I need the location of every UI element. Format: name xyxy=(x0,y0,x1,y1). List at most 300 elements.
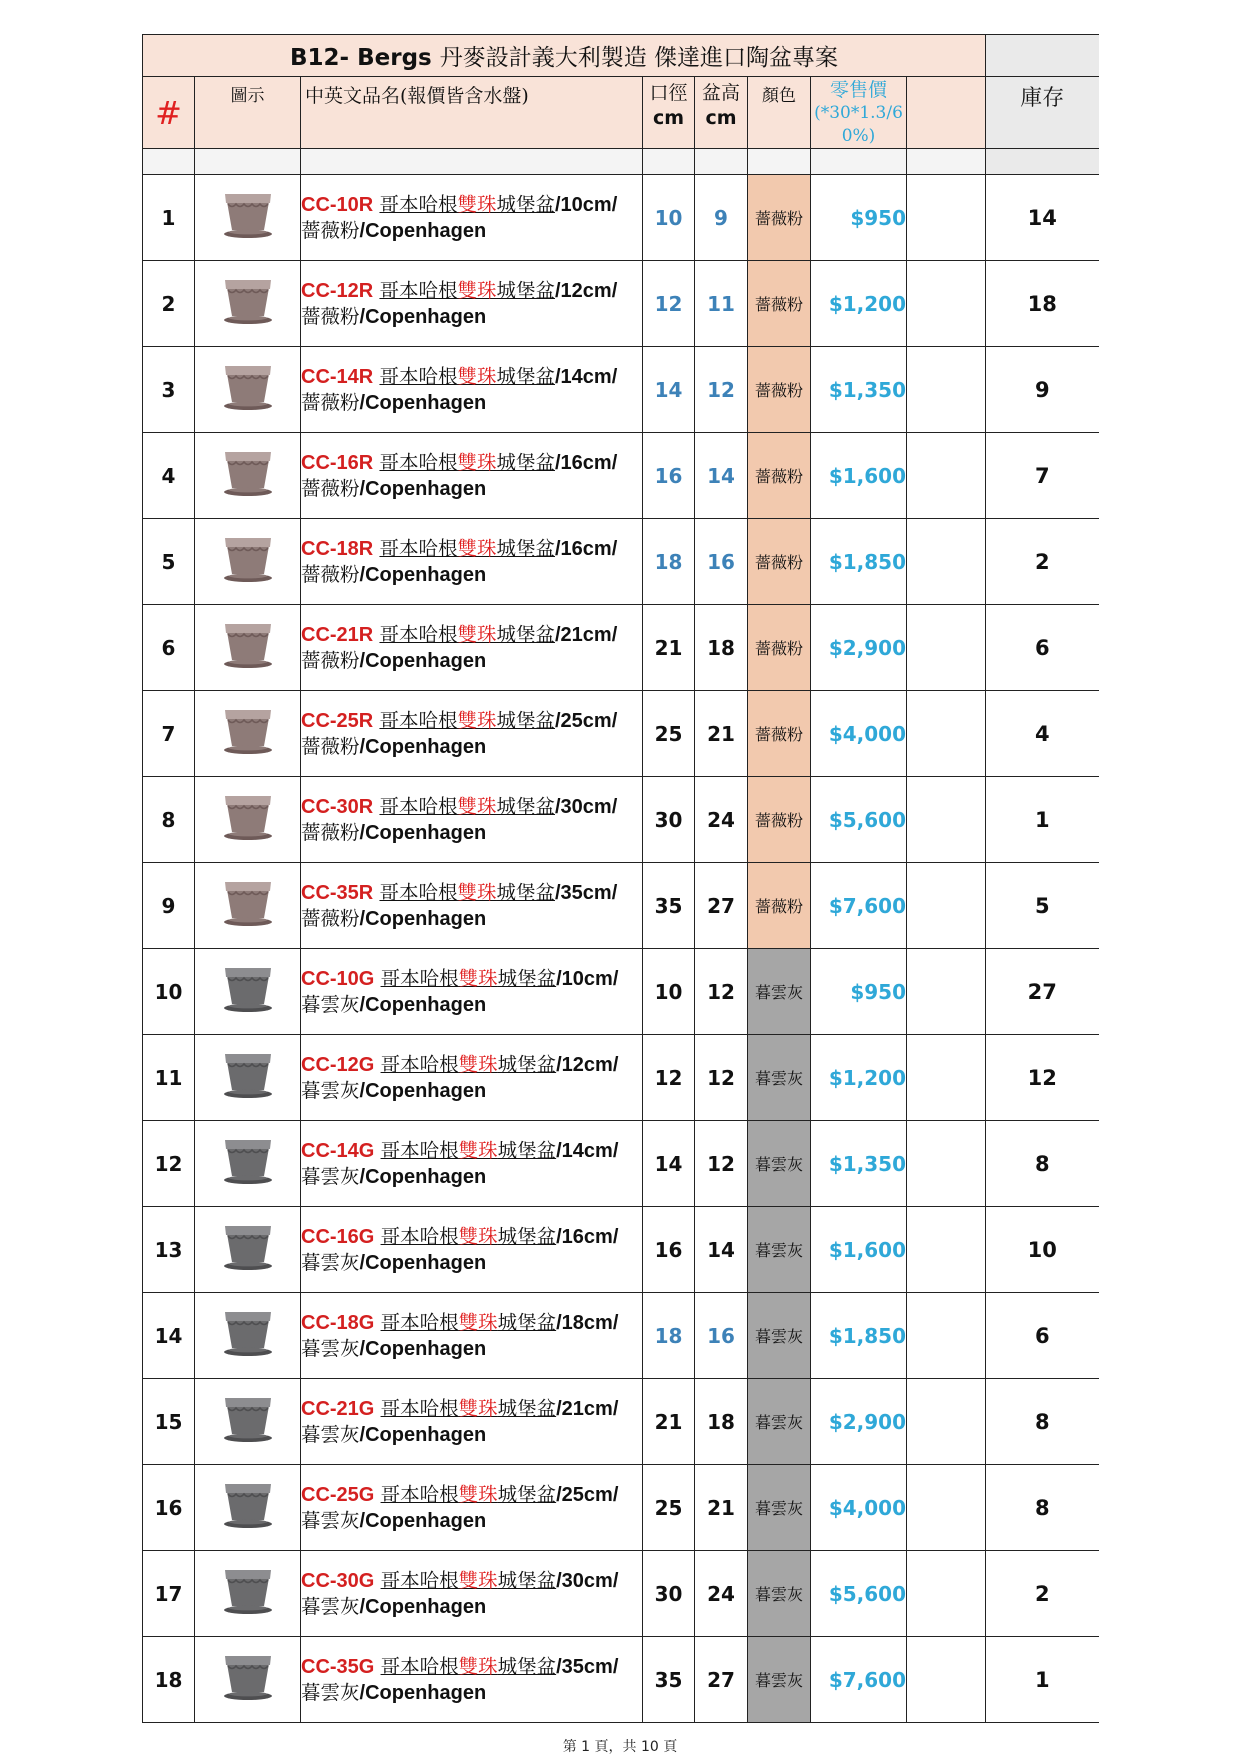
price-cell: $5,600 xyxy=(811,1551,907,1637)
diameter-cell: 16 xyxy=(643,1207,695,1293)
blank-cell xyxy=(907,1035,986,1121)
pot-icon xyxy=(220,276,276,332)
product-name xyxy=(301,1379,643,1465)
height-cell: 14 xyxy=(695,1207,748,1293)
product-color-name: 暮雲灰 xyxy=(301,1680,360,1704)
color-cell: 薔薇粉 xyxy=(748,433,811,519)
product-size: /18cm/ xyxy=(556,1311,619,1334)
product-name xyxy=(301,433,643,519)
product-name xyxy=(301,519,643,605)
color-cell: 暮雲灰 xyxy=(748,1465,811,1551)
stock-cell: 10 xyxy=(986,1207,1099,1293)
product-name-b: 城堡盆 xyxy=(496,708,555,732)
product-code: CC-10G xyxy=(301,967,375,990)
blank-cell xyxy=(907,691,986,777)
pot-icon xyxy=(220,1136,276,1192)
product-name-highlight: 雙珠 xyxy=(457,192,497,216)
row-number: 10 xyxy=(143,949,195,1035)
product-color-name: 暮雲灰 xyxy=(301,1078,360,1102)
product-name-b: 城堡盆 xyxy=(497,1052,557,1076)
stock-cell: 6 xyxy=(986,605,1099,691)
product-color-name: 薔薇粉 xyxy=(301,390,360,414)
table-row xyxy=(143,1637,1099,1723)
price-cell: $7,600 xyxy=(811,863,907,949)
product-image xyxy=(195,691,301,777)
height-cell: 9 xyxy=(695,175,748,261)
table-row xyxy=(143,949,1099,1035)
product-code: CC-35G xyxy=(301,1655,375,1678)
product-size: /25cm/ xyxy=(555,709,618,732)
header-row xyxy=(143,77,1099,149)
product-image xyxy=(195,433,301,519)
product-name xyxy=(301,1121,643,1207)
product-code: CC-18R xyxy=(301,537,374,560)
color-cell: 薔薇粉 xyxy=(748,777,811,863)
header-num: # xyxy=(143,77,195,149)
product-name-a: 哥本哈根 xyxy=(380,1654,459,1678)
price-cell: $1,850 xyxy=(811,1293,907,1379)
product-name-a: 哥本哈根 xyxy=(379,536,458,560)
product-code: CC-35R xyxy=(301,881,374,904)
color-cell: 薔薇粉 xyxy=(748,863,811,949)
price-cell: $2,900 xyxy=(811,605,907,691)
product-image xyxy=(195,175,301,261)
header-name: 中英文品名(報價皆含水盤) xyxy=(301,77,643,149)
color-cell: 薔薇粉 xyxy=(748,261,811,347)
product-name xyxy=(301,1465,643,1551)
spacer-cell xyxy=(643,149,695,175)
product-image xyxy=(195,347,301,433)
spacer-cell xyxy=(811,149,907,175)
table-row xyxy=(143,1035,1099,1121)
product-code: CC-30R xyxy=(301,795,374,818)
stock-cell: 12 xyxy=(986,1035,1099,1121)
row-number: 6 xyxy=(143,605,195,691)
product-size: /10cm/ xyxy=(556,967,619,990)
table-row xyxy=(143,1121,1099,1207)
pot-icon xyxy=(220,190,276,246)
row-number: 9 xyxy=(143,863,195,949)
diameter-cell: 25 xyxy=(643,1465,695,1551)
pot-icon xyxy=(220,1394,276,1450)
color-cell: 暮雲灰 xyxy=(748,1293,811,1379)
table-row xyxy=(143,605,1099,691)
product-name xyxy=(301,691,643,777)
title-code: B12- Bergs xyxy=(290,45,432,71)
product-name-a: 哥本哈根 xyxy=(380,1138,459,1162)
product-code: CC-18G xyxy=(301,1311,375,1334)
color-cell: 暮雲灰 xyxy=(748,1551,811,1637)
price-cell: $1,600 xyxy=(811,1207,907,1293)
product-size: /16cm/ xyxy=(555,451,618,474)
pot-icon xyxy=(220,792,276,848)
product-image xyxy=(195,1293,301,1379)
stock-cell: 8 xyxy=(986,1121,1099,1207)
price-cell: $1,350 xyxy=(811,347,907,433)
price-cell: $1,200 xyxy=(811,261,907,347)
diameter-cell: 35 xyxy=(643,863,695,949)
product-name-b: 城堡盆 xyxy=(497,1396,557,1420)
product-name-highlight: 雙珠 xyxy=(458,1396,498,1420)
product-color-name: 薔薇粉 xyxy=(301,734,360,758)
table-row xyxy=(143,863,1099,949)
diameter-cell: 14 xyxy=(643,347,695,433)
product-color-name: 薔薇粉 xyxy=(301,648,360,672)
product-color-name: 暮雲灰 xyxy=(301,992,360,1016)
product-name xyxy=(301,1035,643,1121)
product-name xyxy=(301,175,643,261)
row-number: 16 xyxy=(143,1465,195,1551)
pot-icon xyxy=(220,878,276,934)
product-image xyxy=(195,1551,301,1637)
product-color-name: 暮雲灰 xyxy=(301,1250,360,1274)
product-size: /16cm/ xyxy=(556,1225,619,1248)
product-name-b: 城堡盆 xyxy=(496,536,555,560)
height-cell: 12 xyxy=(695,949,748,1035)
height-cell: 21 xyxy=(695,1465,748,1551)
product-name-highlight: 雙珠 xyxy=(457,278,497,302)
product-city: /Copenhagen xyxy=(359,1681,487,1704)
blank-cell xyxy=(907,1207,986,1293)
color-cell: 薔薇粉 xyxy=(748,691,811,777)
color-cell: 暮雲灰 xyxy=(748,1379,811,1465)
blank-cell xyxy=(907,1293,986,1379)
diameter-cell: 10 xyxy=(643,949,695,1035)
price-cell: $1,200 xyxy=(811,1035,907,1121)
diameter-cell: 21 xyxy=(643,605,695,691)
product-name-b: 城堡盆 xyxy=(496,278,555,302)
diameter-cell: 14 xyxy=(643,1121,695,1207)
height-cell: 24 xyxy=(695,777,748,863)
blank-cell xyxy=(907,863,986,949)
stock-cell: 7 xyxy=(986,433,1099,519)
product-name-a: 哥本哈根 xyxy=(380,966,459,990)
diameter-cell: 18 xyxy=(643,519,695,605)
blank-cell xyxy=(907,1121,986,1207)
header-diameter-unit: cm xyxy=(652,107,685,129)
table-row xyxy=(143,1379,1099,1465)
price-cell: $5,600 xyxy=(811,777,907,863)
pot-icon xyxy=(220,1566,276,1622)
stock-cell: 8 xyxy=(986,1465,1099,1551)
pot-icon xyxy=(220,1308,276,1364)
title-text: 丹麥設計義大利製造 傑達進口陶盆專案 xyxy=(439,45,839,71)
stock-cell: 1 xyxy=(986,1637,1099,1723)
product-name-b: 城堡盆 xyxy=(497,966,557,990)
height-cell: 14 xyxy=(695,433,748,519)
product-name-b: 城堡盆 xyxy=(497,1654,557,1678)
product-name xyxy=(301,1637,643,1723)
color-cell: 薔薇粉 xyxy=(748,347,811,433)
header-stock: 庫存 xyxy=(986,77,1099,149)
product-name-highlight: 雙珠 xyxy=(457,536,497,560)
product-name-highlight: 雙珠 xyxy=(458,1224,498,1248)
header-image: 圖示 xyxy=(195,77,301,149)
spacer-cell xyxy=(195,149,301,175)
stock-cell: 1 xyxy=(986,777,1099,863)
product-city: /Copenhagen xyxy=(359,219,487,242)
table-row xyxy=(143,1293,1099,1379)
height-cell: 12 xyxy=(695,1121,748,1207)
product-city: /Copenhagen xyxy=(359,477,487,500)
price-cell: $1,850 xyxy=(811,519,907,605)
header-price-formula-1: (*30*1.3/6 xyxy=(814,103,903,123)
diameter-cell: 30 xyxy=(643,777,695,863)
product-size: /21cm/ xyxy=(556,1397,619,1420)
product-city: /Copenhagen xyxy=(359,1423,487,1446)
spacer-cell xyxy=(301,149,643,175)
header-price-formula-2: 0%) xyxy=(841,126,876,146)
row-number: 2 xyxy=(143,261,195,347)
blank-cell xyxy=(907,1465,986,1551)
pot-icon xyxy=(220,1050,276,1106)
product-city: /Copenhagen xyxy=(359,735,487,758)
product-name-highlight: 雙珠 xyxy=(457,622,497,646)
row-number: 11 xyxy=(143,1035,195,1121)
blank-cell xyxy=(907,433,986,519)
product-sheet xyxy=(142,34,1099,1723)
product-code: CC-16R xyxy=(301,451,374,474)
blank-cell xyxy=(907,347,986,433)
product-name-b: 城堡盆 xyxy=(497,1482,557,1506)
product-code: CC-14R xyxy=(301,365,374,388)
pot-icon xyxy=(220,964,276,1020)
spacer-cell xyxy=(986,149,1099,175)
table-row xyxy=(143,433,1099,519)
product-name-highlight: 雙珠 xyxy=(458,966,498,990)
row-number: 3 xyxy=(143,347,195,433)
diameter-cell: 21 xyxy=(643,1379,695,1465)
product-name-a: 哥本哈根 xyxy=(380,1568,459,1592)
product-name-b: 城堡盆 xyxy=(496,192,555,216)
row-number: 13 xyxy=(143,1207,195,1293)
product-city: /Copenhagen xyxy=(359,907,487,930)
product-name-b: 城堡盆 xyxy=(497,1310,557,1334)
product-name-highlight: 雙珠 xyxy=(458,1568,498,1592)
product-name-a: 哥本哈根 xyxy=(379,708,458,732)
product-city: /Copenhagen xyxy=(359,649,487,672)
pot-icon xyxy=(220,706,276,762)
diameter-cell: 18 xyxy=(643,1293,695,1379)
table-row xyxy=(143,347,1099,433)
blank-cell xyxy=(907,261,986,347)
table-row xyxy=(143,1551,1099,1637)
product-size: /12cm/ xyxy=(555,279,618,302)
product-name-highlight: 雙珠 xyxy=(457,794,497,818)
color-cell: 暮雲灰 xyxy=(748,1207,811,1293)
product-name-b: 城堡盆 xyxy=(496,880,555,904)
stock-cell: 9 xyxy=(986,347,1099,433)
height-cell: 18 xyxy=(695,605,748,691)
blank-cell xyxy=(907,519,986,605)
product-code: CC-12R xyxy=(301,279,374,302)
product-size: /16cm/ xyxy=(555,537,618,560)
product-name-b: 城堡盆 xyxy=(497,1568,557,1592)
product-code: CC-14G xyxy=(301,1139,375,1162)
table-row xyxy=(143,691,1099,777)
blank-cell xyxy=(907,1379,986,1465)
product-name-b: 城堡盆 xyxy=(497,1138,557,1162)
product-size: /35cm/ xyxy=(555,881,618,904)
product-name xyxy=(301,347,643,433)
product-name-highlight: 雙珠 xyxy=(458,1310,498,1334)
color-cell: 暮雲灰 xyxy=(748,949,811,1035)
title-blank-cell xyxy=(986,35,1099,77)
stock-cell: 4 xyxy=(986,691,1099,777)
header-color: 顏色 xyxy=(748,77,811,149)
price-cell: $4,000 xyxy=(811,691,907,777)
product-name-a: 哥本哈根 xyxy=(380,1482,459,1506)
product-name xyxy=(301,1293,643,1379)
price-cell: $950 xyxy=(811,949,907,1035)
page-footer: 第 1 頁，共 10 頁 xyxy=(562,1739,678,1755)
diameter-cell: 30 xyxy=(643,1551,695,1637)
diameter-cell: 25 xyxy=(643,691,695,777)
spacer-cell xyxy=(143,149,195,175)
product-name-a: 哥本哈根 xyxy=(380,1224,459,1248)
price-cell: $1,600 xyxy=(811,433,907,519)
stock-cell: 2 xyxy=(986,1551,1099,1637)
table-row xyxy=(143,519,1099,605)
product-name-a: 哥本哈根 xyxy=(380,1052,459,1076)
spacer-cell xyxy=(695,149,748,175)
height-cell: 16 xyxy=(695,519,748,605)
price-cell: $7,600 xyxy=(811,1637,907,1723)
product-color-name: 薔薇粉 xyxy=(301,476,360,500)
product-city: /Copenhagen xyxy=(359,1595,487,1618)
diameter-cell: 10 xyxy=(643,175,695,261)
product-image xyxy=(195,519,301,605)
price-cell: $2,900 xyxy=(811,1379,907,1465)
product-name-a: 哥本哈根 xyxy=(379,364,458,388)
header-diameter xyxy=(643,77,695,149)
product-size: /30cm/ xyxy=(555,795,618,818)
product-name-highlight: 雙珠 xyxy=(457,364,497,388)
header-height-label: 盆高 xyxy=(701,82,740,104)
product-name xyxy=(301,1207,643,1293)
product-size: /14cm/ xyxy=(555,365,618,388)
product-city: /Copenhagen xyxy=(359,391,487,414)
product-city: /Copenhagen xyxy=(359,563,487,586)
blank-cell xyxy=(907,605,986,691)
spacer-cell xyxy=(907,149,986,175)
product-color-name: 暮雲灰 xyxy=(301,1164,360,1188)
product-image xyxy=(195,863,301,949)
product-name-highlight: 雙珠 xyxy=(457,880,497,904)
product-color-name: 薔薇粉 xyxy=(301,820,360,844)
product-size: /30cm/ xyxy=(556,1569,619,1592)
height-cell: 12 xyxy=(695,1035,748,1121)
pot-icon xyxy=(220,620,276,676)
height-cell: 21 xyxy=(695,691,748,777)
product-city: /Copenhagen xyxy=(359,993,487,1016)
spacer-cell xyxy=(748,149,811,175)
color-cell: 薔薇粉 xyxy=(748,175,811,261)
product-size: /10cm/ xyxy=(555,193,618,216)
blank-cell xyxy=(907,175,986,261)
product-image xyxy=(195,1465,301,1551)
product-size: /14cm/ xyxy=(556,1139,619,1162)
product-name-highlight: 雙珠 xyxy=(458,1138,498,1162)
product-color-name: 薔薇粉 xyxy=(301,218,360,242)
color-cell: 暮雲灰 xyxy=(748,1121,811,1207)
product-city: /Copenhagen xyxy=(359,1337,487,1360)
height-cell: 12 xyxy=(695,347,748,433)
color-cell: 薔薇粉 xyxy=(748,519,811,605)
stock-cell: 18 xyxy=(986,261,1099,347)
product-name-b: 城堡盆 xyxy=(496,622,555,646)
price-cell: $4,000 xyxy=(811,1465,907,1551)
color-cell: 暮雲灰 xyxy=(748,1637,811,1723)
stock-cell: 14 xyxy=(986,175,1099,261)
table-row xyxy=(143,175,1099,261)
header-blank xyxy=(907,77,986,149)
product-color-name: 薔薇粉 xyxy=(301,562,360,586)
pot-icon xyxy=(220,448,276,504)
product-name-highlight: 雙珠 xyxy=(458,1052,498,1076)
pot-icon xyxy=(220,1480,276,1536)
stock-cell: 8 xyxy=(986,1379,1099,1465)
stock-cell: 5 xyxy=(986,863,1099,949)
product-city: /Copenhagen xyxy=(359,1251,487,1274)
diameter-cell: 16 xyxy=(643,433,695,519)
product-city: /Copenhagen xyxy=(359,821,487,844)
header-height xyxy=(695,77,748,149)
height-cell: 27 xyxy=(695,1637,748,1723)
table-row xyxy=(143,261,1099,347)
row-number: 1 xyxy=(143,175,195,261)
product-name-a: 哥本哈根 xyxy=(379,192,458,216)
product-code: CC-25G xyxy=(301,1483,375,1506)
product-city: /Copenhagen xyxy=(359,1079,487,1102)
stock-cell: 2 xyxy=(986,519,1099,605)
height-cell: 11 xyxy=(695,261,748,347)
product-image xyxy=(195,1035,301,1121)
product-color-name: 暮雲灰 xyxy=(301,1594,360,1618)
product-size: /35cm/ xyxy=(556,1655,619,1678)
product-name-a: 哥本哈根 xyxy=(380,1310,459,1334)
product-image xyxy=(195,261,301,347)
product-name-highlight: 雙珠 xyxy=(458,1654,498,1678)
pot-icon xyxy=(220,534,276,590)
row-number: 12 xyxy=(143,1121,195,1207)
diameter-cell: 12 xyxy=(643,261,695,347)
product-image xyxy=(195,605,301,691)
row-number: 7 xyxy=(143,691,195,777)
product-name xyxy=(301,863,643,949)
height-cell: 18 xyxy=(695,1379,748,1465)
table-row xyxy=(143,777,1099,863)
product-image xyxy=(195,1207,301,1293)
price-cell: $950 xyxy=(811,175,907,261)
header-price-label: 零售價 xyxy=(829,79,887,101)
diameter-cell: 12 xyxy=(643,1035,695,1121)
header-price xyxy=(811,77,907,149)
product-city: /Copenhagen xyxy=(359,305,487,328)
product-name-b: 城堡盆 xyxy=(496,450,555,474)
diameter-cell: 35 xyxy=(643,1637,695,1723)
product-image xyxy=(195,777,301,863)
row-number: 4 xyxy=(143,433,195,519)
product-code: CC-16G xyxy=(301,1225,375,1248)
product-name xyxy=(301,605,643,691)
product-name-a: 哥本哈根 xyxy=(379,450,458,474)
row-number: 8 xyxy=(143,777,195,863)
product-size: /12cm/ xyxy=(556,1053,619,1076)
header-diameter-label: 口徑 xyxy=(649,82,688,104)
product-name-highlight: 雙珠 xyxy=(458,1482,498,1506)
product-code: CC-25R xyxy=(301,709,374,732)
